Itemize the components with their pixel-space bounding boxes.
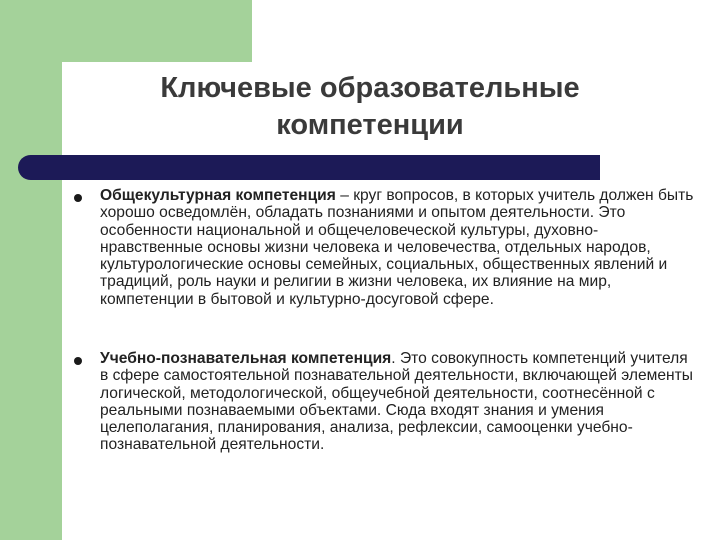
decor-green-left — [0, 0, 62, 540]
item-term: Общекультурная компетенция — [100, 187, 336, 204]
bullet-icon — [74, 357, 82, 365]
slide-title — [120, 70, 620, 144]
title-underline-bar — [18, 155, 600, 180]
item-text: – круг вопросов, в которых учитель должен быть хорошо осведомлён, обладать познаниями и опытом деятельности. Это особенности национальной и общечеловеческой культуры, духовно-нравственные основы жизни человека и человечества, отдельных народов, культурологические основы семейных, социальных, общественных явлений и традиций, роль науки и религии в жизни человека, их влияние на мир, компетенции в бытовой и культурно-досуговой сфере. — [100, 187, 694, 308]
item-term: Учебно-познавательная компетенция — [100, 350, 392, 367]
item-text: . Это совокупность компетенций учителя в сфере самостоятельной познавательной деятельности, включающей элементы логической, методологической, общеучебной деятельности, соотнесённой с реальными познаваемыми объектами. Сюда входят знания и умения целеполагания, планирования, анализа, рефлексии, самооценки учебно-познавательной деятельности. — [100, 350, 693, 454]
list-item-learning-cognitive — [100, 350, 700, 454]
title-line-2: компетенции — [276, 109, 464, 141]
title-line-1: Ключевые образовательные — [160, 72, 580, 104]
bullet-icon — [74, 194, 82, 202]
list-item-general-culture — [100, 187, 700, 308]
